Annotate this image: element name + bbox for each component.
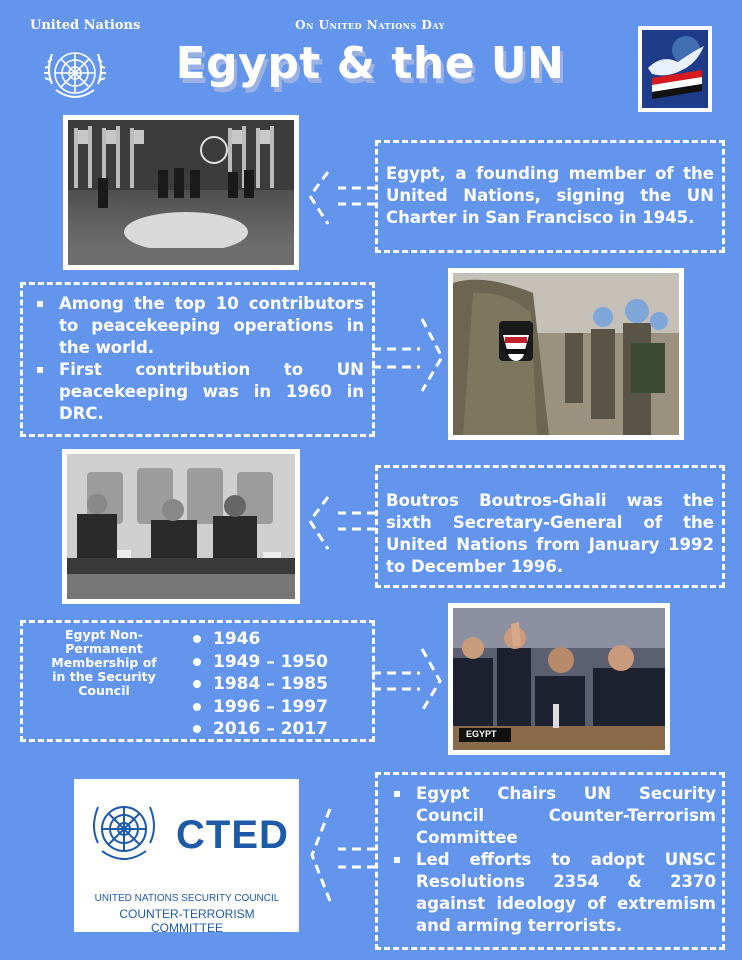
secretary-general-text: Boutros Boutros-Ghali was the sixth Secretary-General of the United Nations from January 1992 to December 1996. <box>386 491 714 576</box>
secretary-general-box <box>375 465 725 588</box>
list-item: 1949 – 1950 <box>213 651 328 672</box>
egypt-un-logo <box>638 26 712 112</box>
left-arrow-icon <box>300 495 380 555</box>
list-item: 1946 <box>213 628 328 651</box>
list-item: 1984 – 1985 <box>213 674 328 694</box>
peacekeeping-box <box>20 282 375 437</box>
founding-box <box>375 140 725 253</box>
peacekeeper-soldiers-image <box>453 273 679 435</box>
charter-signing-image <box>68 120 294 265</box>
membership-years-list <box>185 628 328 741</box>
list-item: Egypt Chairs UN Security Council Counter-Terrorism Committee <box>416 784 716 847</box>
boutros-ghali-image <box>67 454 295 599</box>
page-title: Egypt & the UN <box>175 38 565 89</box>
occasion-label: On United Nations Day <box>295 18 445 32</box>
cted-logo <box>74 779 299 935</box>
right-arrow-icon <box>368 645 448 715</box>
un-emblem-icon <box>84 791 164 871</box>
security-council-photo <box>448 603 670 755</box>
cted-line1: UNITED NATIONS SECURITY COUNCIL <box>94 893 280 904</box>
left-arrow-icon <box>300 170 380 230</box>
peacekeeping-photo <box>448 268 684 440</box>
founding-text: Egypt, a founding member of the United Nations, signing the UN Charter in San Francisco in 1945. <box>386 164 714 227</box>
list-item: 1996 – 1997 <box>213 696 328 717</box>
un-emblem-icon <box>40 40 110 110</box>
membership-label: Egypt Non-Permanent Membership of in the Security Council <box>51 627 157 698</box>
list-item: Led efforts to adopt UNSC Resolutions 2354 & 2370 against ideology of extremism and arming terrorists. <box>416 850 716 935</box>
peacekeeping-list <box>29 293 364 425</box>
charter-signing-photo <box>63 115 299 270</box>
security-council-box <box>20 620 375 742</box>
list-item: Among the top 10 contributors to peacekeeping operations in the world. <box>59 294 364 357</box>
egypt-placard: EGYPT <box>466 729 497 739</box>
list-item: 2016 – 2017 <box>213 719 328 739</box>
right-arrow-icon <box>368 315 448 395</box>
org-label: United Nations <box>30 18 141 33</box>
left-arrow-icon <box>300 805 380 905</box>
counter-terrorism-list <box>386 783 716 937</box>
list-item: First contribution to UN peacekeeping was in 1960 in DRC. <box>59 360 364 423</box>
dove-flag-icon <box>642 30 708 108</box>
counter-terrorism-box <box>375 772 725 950</box>
secretary-general-photo <box>62 449 300 604</box>
cted-line2: COUNTER-TERRORISM COMMITTEE <box>119 907 255 935</box>
cted-wordmark: CTED <box>176 813 289 857</box>
